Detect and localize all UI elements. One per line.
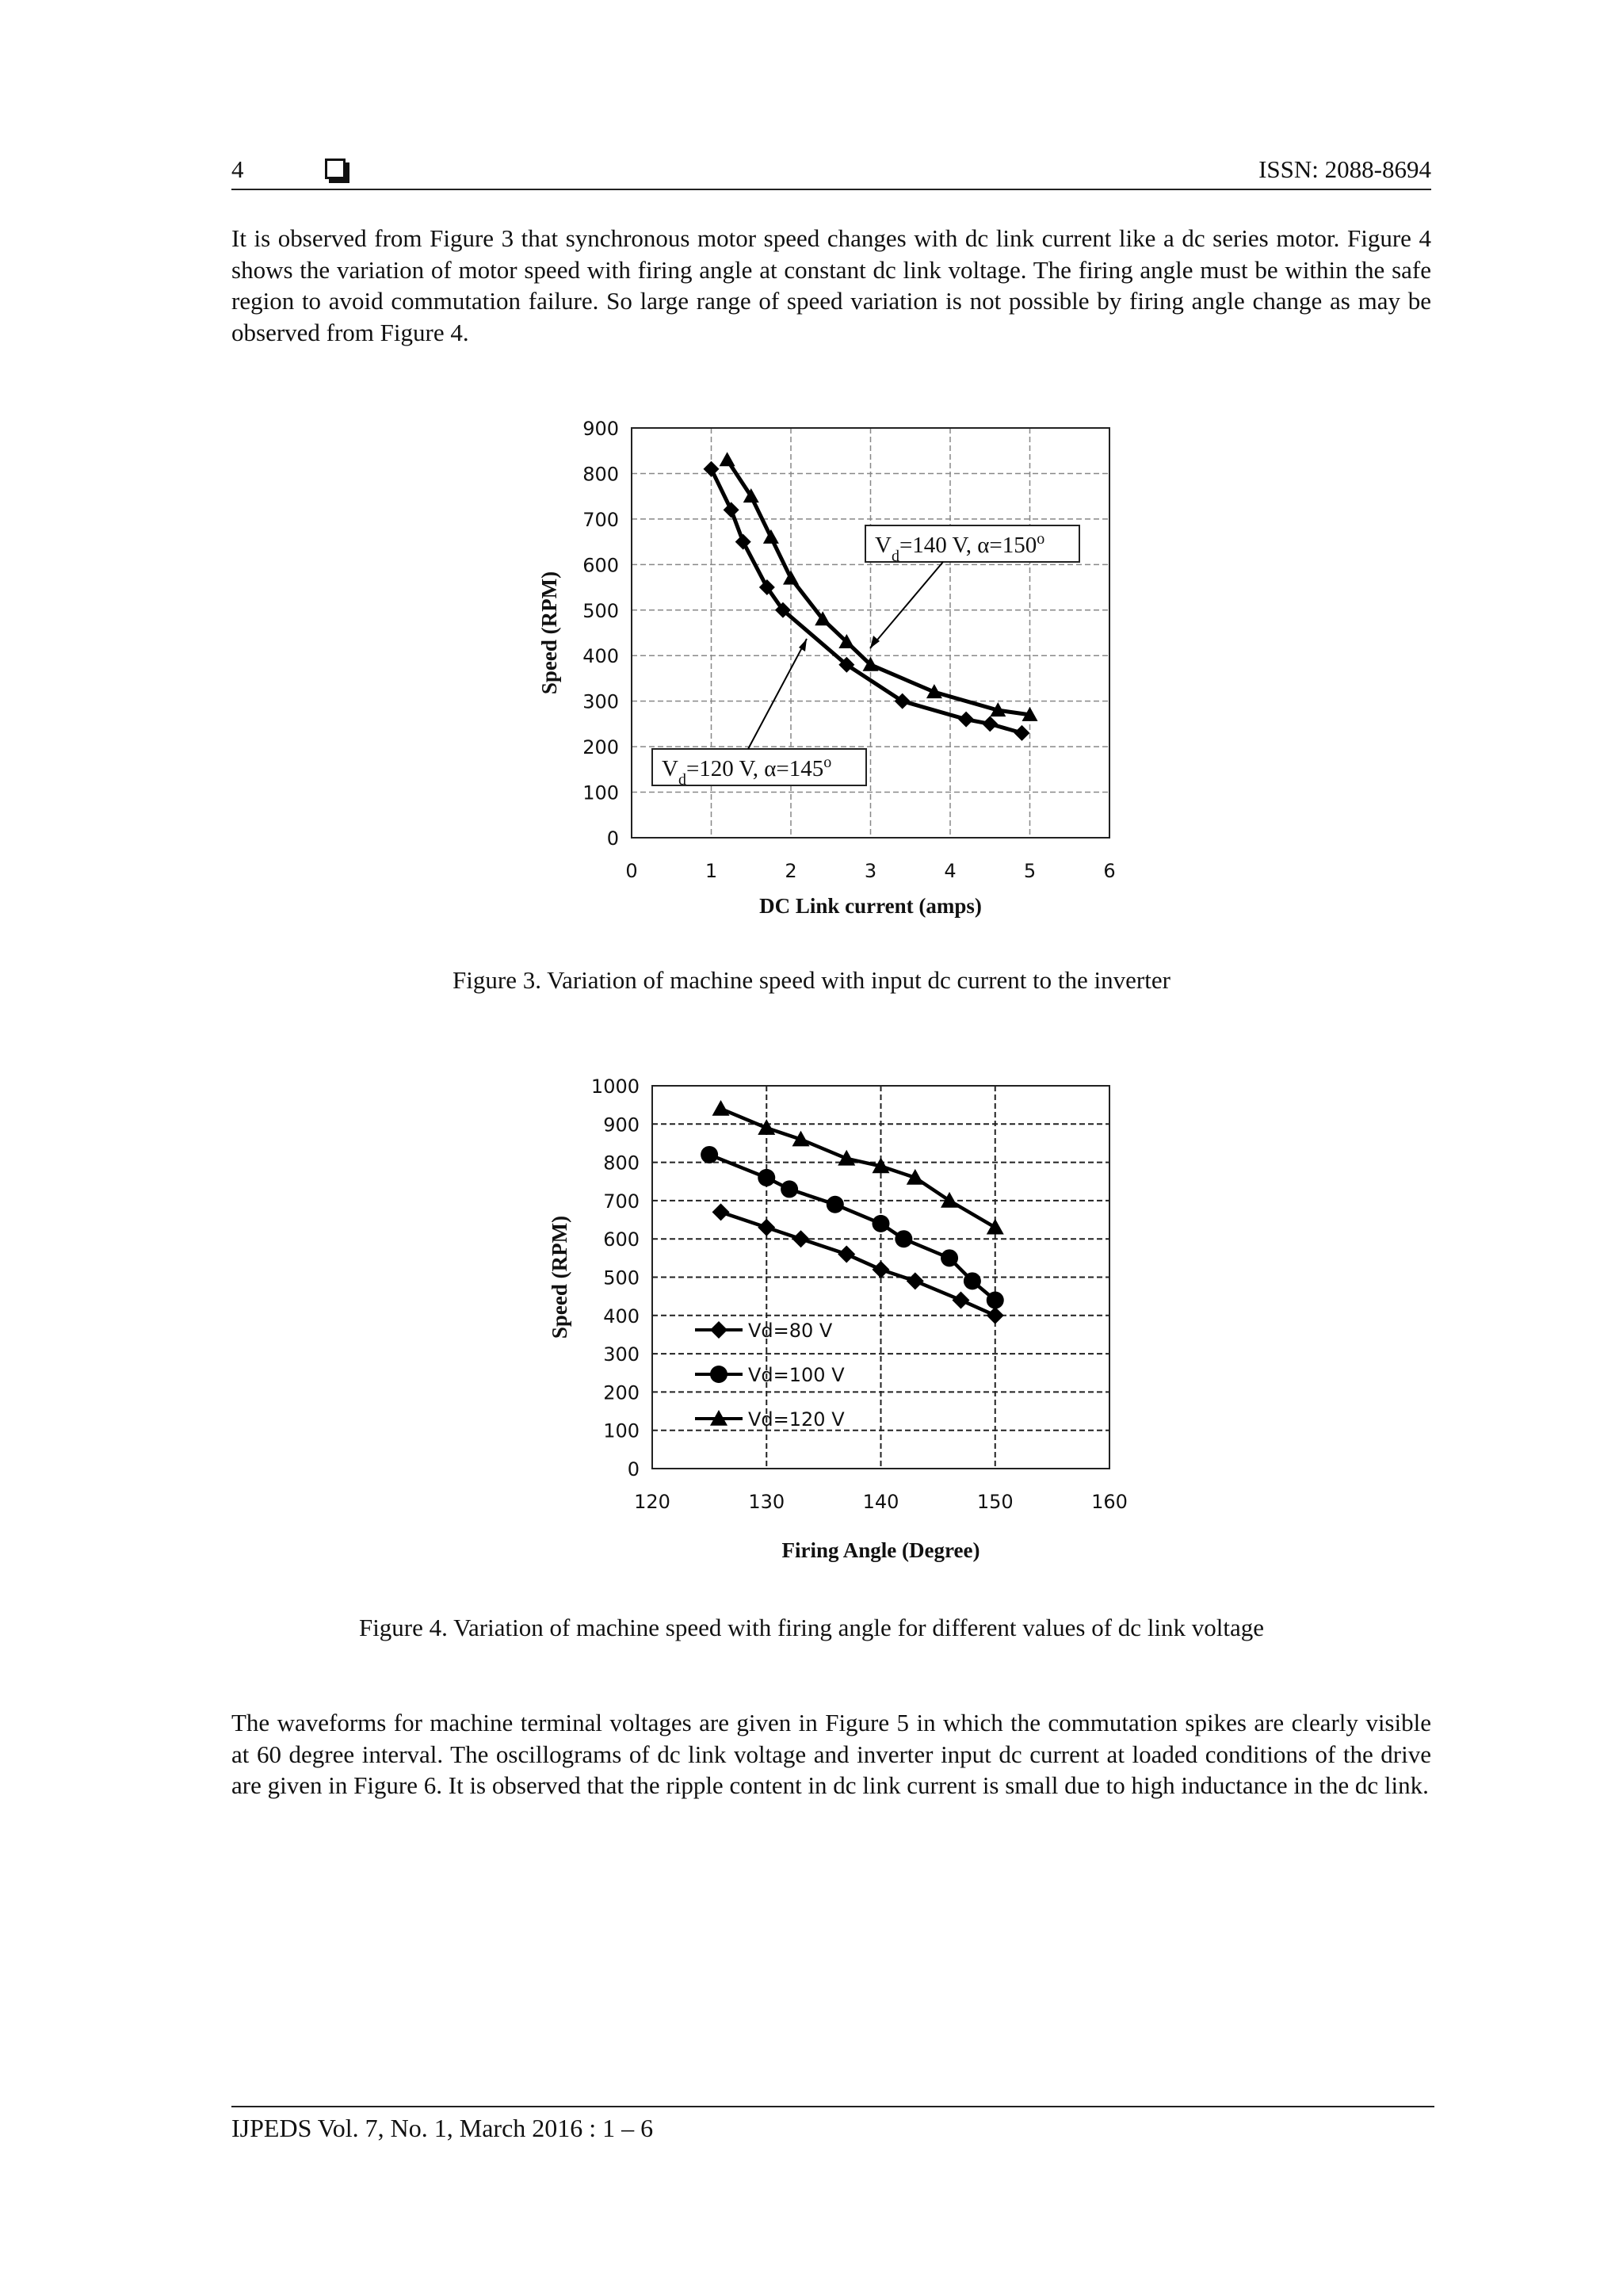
x-tick-label: 140 — [862, 1491, 899, 1513]
y-tick-label: 200 — [603, 1381, 640, 1404]
x-tick-label: 0 — [625, 860, 638, 882]
legend-label: Vd=100 V — [748, 1364, 845, 1386]
y-tick-label: 700 — [582, 508, 619, 531]
x-tick-label: 120 — [634, 1491, 670, 1513]
data-point — [873, 1261, 890, 1278]
y-tick-label: 800 — [582, 463, 619, 486]
y-tick-label: 800 — [603, 1152, 640, 1175]
x-tick-label: 2 — [785, 860, 797, 882]
figure-3-caption: Figure 3. Variation of machine speed with input dc current to the inverter — [453, 966, 1170, 994]
body-paragraph-2: The waveforms for machine terminal voltages are given in Figure 5 in which the commutation spikes are clearly visible at 60 degree interval. The oscillograms of dc link voltage and inverter input dc current at loaded conditions of the drive are given in Figure 6. It is observed that the ripple content in dc link current is small due to high inductance in the dc link. — [231, 1709, 1431, 1799]
x-axis-label: Firing Angle (Degree) — [781, 1538, 980, 1562]
data-point — [987, 1307, 1004, 1324]
x-tick-label: 130 — [748, 1491, 785, 1513]
series-line — [709, 1155, 995, 1301]
series-2 — [701, 1146, 1004, 1309]
x-tick-label: 160 — [1091, 1491, 1128, 1513]
data-point — [838, 1246, 855, 1263]
annotation-vd120: $V_d=120$ V, $\alpha=145^o$ — [662, 754, 832, 789]
legend-marker — [710, 1321, 727, 1339]
y-tick-label: 600 — [603, 1228, 640, 1251]
legend-marker — [710, 1366, 727, 1383]
page-number: 4 — [231, 155, 244, 183]
legend-label: Vd=80 V — [748, 1320, 833, 1342]
y-tick-label: 0 — [606, 827, 619, 850]
data-point — [907, 1272, 924, 1289]
y-tick-label: 500 — [582, 599, 619, 622]
y-tick-label: 100 — [582, 781, 619, 804]
data-point — [712, 1203, 730, 1221]
issn-label: ISSN: 2088-8694 — [1258, 155, 1431, 183]
x-tick-label: 4 — [944, 860, 957, 882]
y-tick-label: 300 — [582, 690, 619, 713]
y-tick-label: 200 — [582, 736, 619, 759]
x-tick-label: 6 — [1103, 860, 1116, 882]
data-point — [758, 1169, 775, 1186]
data-point — [781, 1180, 798, 1198]
x-tick-label: 3 — [864, 860, 877, 882]
data-point — [895, 1230, 912, 1247]
data-point — [941, 1192, 958, 1208]
data-point — [873, 1215, 890, 1232]
y-tick-label: 100 — [603, 1419, 640, 1442]
y-tick-label: 900 — [582, 418, 619, 440]
annotation-vd140: $V_d=140$ V, $\alpha=150^o$ — [875, 530, 1045, 565]
data-point — [964, 1272, 981, 1289]
legend — [695, 1320, 845, 1431]
data-point — [941, 1249, 958, 1266]
y-tick-label: 500 — [603, 1266, 640, 1289]
data-point — [952, 1291, 969, 1308]
y-tick-label: 0 — [627, 1458, 640, 1480]
page-footer: IJPEDS Vol. 7, No. 1, March 2016 : 1 – 6 — [231, 2106, 1434, 2143]
data-point — [987, 1219, 1004, 1235]
body-paragraph-1: It is observed from Figure 3 that synchronous motor speed changes with dc link current like a dc series motor. Figure 4 shows the variation of motor speed with firing angle at constant dc link voltage. The firing angle must be within the safe region to avoid commutation failure. So large range of speed variation is not possible by firing angle change as may be observed from Figure 4. — [231, 224, 1431, 346]
data-point — [758, 1219, 775, 1236]
data-point — [712, 1100, 730, 1116]
y-tick-label: 600 — [582, 554, 619, 577]
data-point — [827, 1196, 844, 1213]
data-point — [987, 1291, 1004, 1308]
data-point — [792, 1230, 810, 1247]
y-tick-label: 900 — [603, 1114, 640, 1137]
y-axis-label: Speed (RPM) — [548, 1215, 571, 1339]
y-tick-label: 400 — [582, 645, 619, 668]
series-line — [721, 1109, 995, 1228]
legend-label: Vd=120 V — [748, 1408, 845, 1431]
series-1 — [712, 1203, 1004, 1324]
y-tick-label: 1000 — [590, 1075, 640, 1098]
y-tick-label: 300 — [603, 1343, 640, 1366]
data-point — [701, 1146, 718, 1163]
x-axis-label: DC Link current (amps) — [759, 894, 982, 918]
y-tick-label: 700 — [603, 1190, 640, 1213]
x-tick-label: 5 — [1023, 860, 1037, 882]
y-axis-label: Speed (RPM) — [537, 571, 561, 695]
figure-4-caption: Figure 4. Variation of machine speed with firing angle for different values of dc link voltage — [358, 1614, 1265, 1641]
x-tick-label: 150 — [976, 1491, 1014, 1513]
x-tick-label: 1 — [705, 860, 718, 882]
y-tick-label: 400 — [603, 1305, 640, 1328]
